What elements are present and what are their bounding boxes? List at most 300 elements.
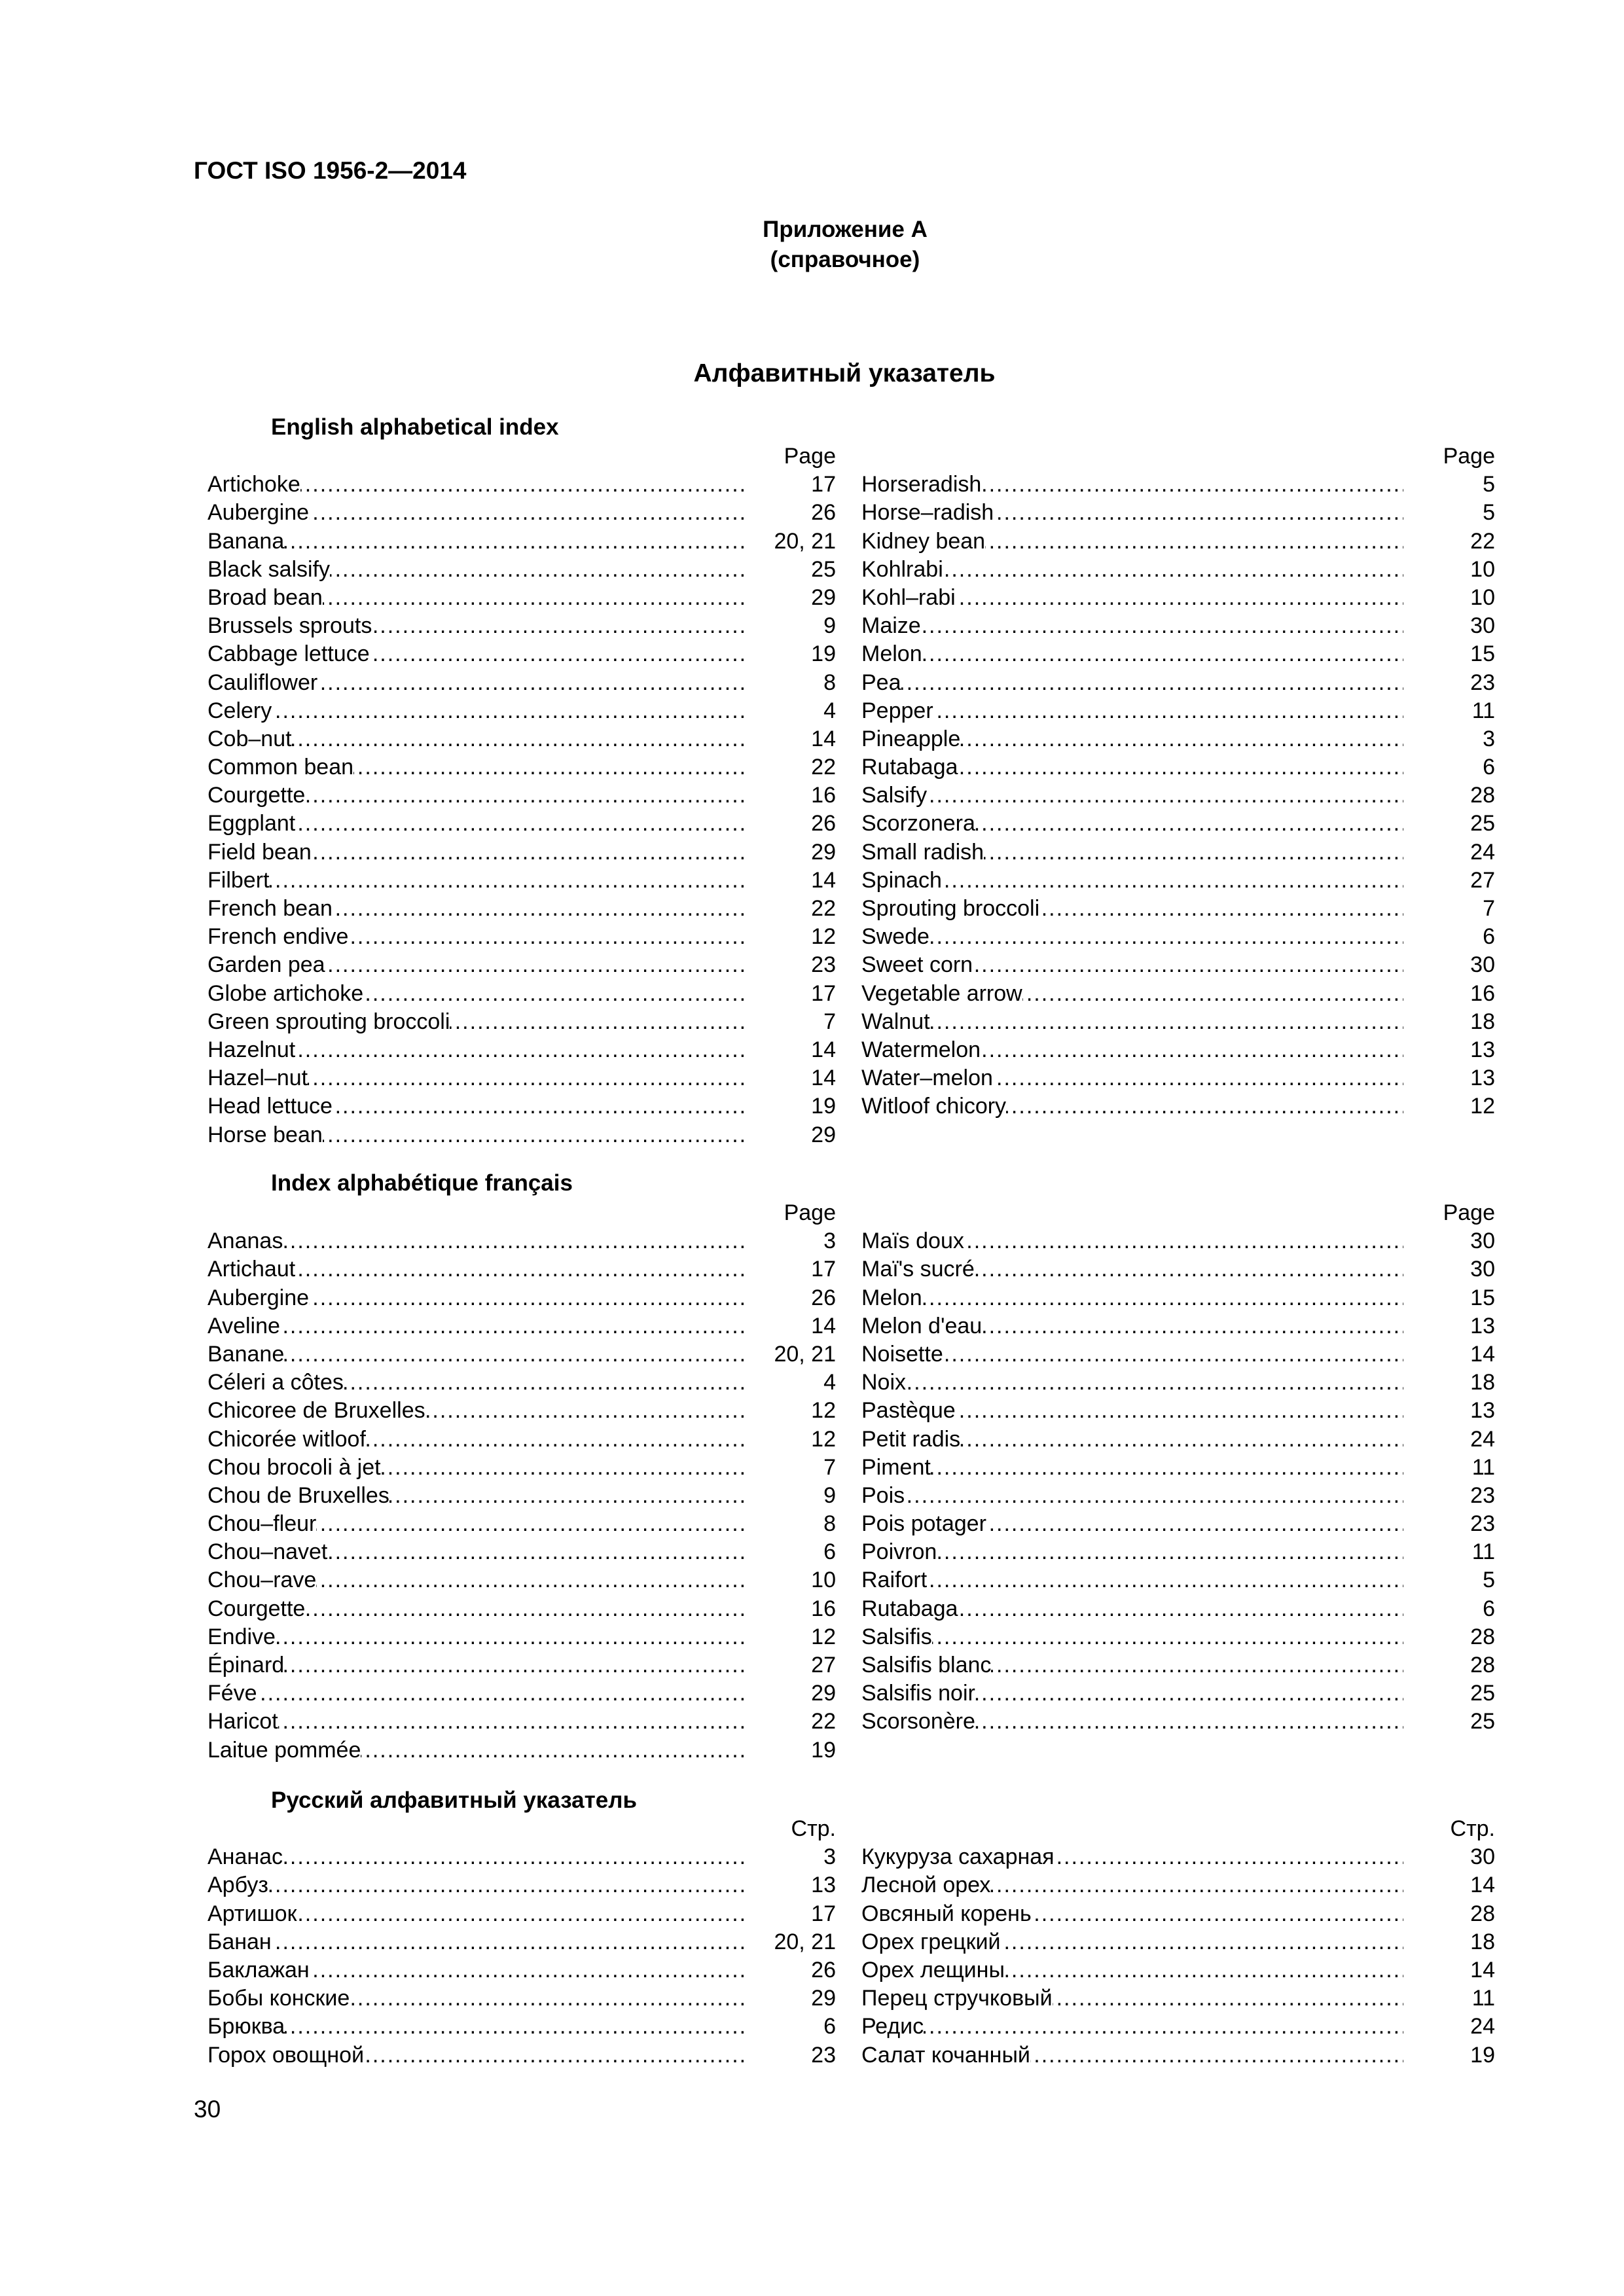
index-term-leader: [861, 1454, 1403, 1482]
index-term: Raifort: [861, 1568, 928, 1593]
index-page-number: 10: [1470, 556, 1495, 582]
index-term-leader: [861, 895, 1403, 923]
index-page-number: 13: [811, 1873, 836, 1898]
index-term-leader: [861, 1426, 1403, 1454]
index-term: Орех лещины: [861, 1957, 1005, 1982]
index-page-number: 11: [1471, 1539, 1495, 1565]
index-term: Rutabaga: [861, 755, 958, 780]
index-entry: [208, 2013, 836, 2041]
index-term: Swede: [861, 924, 929, 950]
index-page-number: 29: [811, 1122, 836, 1147]
index-term-leader: [861, 528, 1403, 556]
index-term-leader: [861, 584, 1403, 612]
index-page-number: 14: [811, 1066, 836, 1091]
index-term-leader: [861, 1397, 1403, 1425]
index-term-leader: [208, 640, 744, 668]
index-entry: [208, 1510, 836, 1538]
index-term: Chou de Bruxelles: [208, 1482, 389, 1508]
index-term-leader: [208, 1064, 744, 1092]
index-page-number: 16: [1470, 980, 1495, 1006]
english-index-right-column: [861, 442, 1495, 1121]
index-page-number: 30: [1470, 1257, 1495, 1282]
index-entry: [208, 471, 836, 499]
page-column-header: Page: [1443, 444, 1495, 469]
index-term-leader: [208, 1482, 744, 1510]
index-term: Vegetable arrow: [861, 980, 1022, 1006]
index-entry: [208, 895, 836, 923]
index-page-number: 19: [811, 641, 836, 667]
index-term-leader: [861, 1255, 1403, 1283]
index-term: Witloof chicory: [861, 1094, 1007, 1119]
index-page-number: 25: [811, 556, 836, 582]
index-term-leader: [208, 1092, 744, 1121]
index-term: Kidney bean: [861, 528, 986, 554]
index-term-leader: [208, 2041, 744, 2070]
index-term-leader: [208, 1843, 744, 1871]
index-term-leader: [861, 980, 1403, 1008]
index-page-number: 22: [811, 896, 836, 921]
index-term: Hazelnut: [208, 1037, 296, 1062]
index-term: Rutabaga: [861, 1596, 958, 1621]
index-term-leader: [861, 1340, 1403, 1369]
index-entry: [208, 781, 836, 810]
index-entry: [861, 1008, 1495, 1036]
index-entry: [208, 1312, 836, 1340]
index-page-number: 30: [1470, 1844, 1495, 1870]
index-entry: [861, 2013, 1495, 2041]
index-term-leader: [208, 1121, 744, 1149]
index-term: Haricot: [208, 1709, 278, 1734]
index-entry: [208, 1984, 836, 2013]
index-page-number: 22: [1470, 528, 1495, 554]
page-column-header: Стр.: [1450, 1816, 1495, 1841]
index-term: Head lettuce: [208, 1094, 333, 1119]
russian-index-right-column: [861, 1815, 1495, 2070]
index-term-leader: [861, 1008, 1403, 1036]
index-page-number: 12: [1470, 1094, 1495, 1119]
index-entry: [861, 1482, 1495, 1510]
index-page-number: 12: [811, 1426, 836, 1452]
index-term-leader: [208, 499, 744, 527]
index-term-leader: [208, 1397, 744, 1425]
index-entry: [861, 781, 1495, 810]
index-entry: [861, 1036, 1495, 1064]
index-page-number: 3: [1483, 726, 1495, 751]
index-page-number: 14: [1470, 1341, 1495, 1367]
index-entry: [861, 1900, 1495, 1928]
index-entry: [861, 1956, 1495, 1984]
index-term: Field bean: [208, 839, 312, 865]
index-term: Редис: [861, 2014, 924, 2039]
index-page-number: 13: [1470, 1313, 1495, 1338]
index-term-leader: [861, 1928, 1403, 1956]
index-term: Broad bean: [208, 584, 323, 610]
index-entry: [861, 1871, 1495, 1899]
index-term-leader: [861, 838, 1403, 867]
index-page-number: 17: [811, 1257, 836, 1282]
index-term-leader: [861, 1092, 1403, 1121]
index-term-leader: [861, 556, 1403, 584]
index-term: Chicoree de Bruxelles: [208, 1398, 425, 1424]
index-term: Hazel–nut: [208, 1066, 308, 1091]
index-entry: [208, 951, 836, 979]
index-entry: [208, 2041, 836, 2070]
index-entry: [208, 499, 836, 527]
index-page-number: 6: [1483, 924, 1495, 950]
index-entry: [861, 612, 1495, 640]
index-term: Maïs doux: [861, 1229, 964, 1254]
index-entry: [861, 669, 1495, 697]
russian-index-left-column: [208, 1815, 836, 2070]
index-term-leader: [208, 528, 744, 556]
index-entry: [861, 725, 1495, 753]
index-entry: [861, 556, 1495, 584]
index-term-leader: [861, 810, 1403, 838]
index-term: Sweet corn: [861, 952, 973, 978]
index-term-leader: [208, 838, 744, 867]
index-entry: [208, 1538, 836, 1566]
annex-heading: [0, 215, 1624, 275]
index-term-leader: [208, 2013, 744, 2041]
index-page-number: 29: [811, 584, 836, 610]
index-entry: [861, 1092, 1495, 1121]
index-entry: [861, 1340, 1495, 1369]
index-page-number: 24: [1470, 1426, 1495, 1452]
index-page-number: 15: [1470, 1285, 1495, 1310]
index-page-number: 30: [1470, 1229, 1495, 1254]
index-term-leader: [861, 867, 1403, 895]
index-page-number: 29: [811, 839, 836, 865]
index-term-leader: [208, 753, 744, 781]
index-term: Féve: [208, 1681, 257, 1706]
index-entry: [861, 1397, 1495, 1425]
index-page-number: 8: [823, 670, 836, 695]
index-term-leader: [861, 1284, 1403, 1312]
index-term-leader: [208, 951, 744, 979]
index-term: Banana: [208, 528, 285, 554]
english-index-left-column: [208, 442, 836, 1149]
page-column-header: Page: [1443, 1200, 1495, 1225]
index-page-number: 19: [811, 1094, 836, 1119]
index-entry: [861, 1227, 1495, 1255]
index-entry: [208, 1843, 836, 1871]
index-term: Арбуз: [208, 1873, 268, 1898]
index-term: Pois potager: [861, 1511, 986, 1537]
index-term-leader: [208, 556, 744, 584]
index-page-number: 13: [1470, 1398, 1495, 1424]
index-term-leader: [208, 1510, 744, 1538]
index-term-leader: [861, 781, 1403, 810]
index-term: Piment: [861, 1454, 931, 1480]
index-term-leader: [861, 471, 1403, 499]
index-page-number: 14: [811, 1313, 836, 1338]
index-entry: [208, 1651, 836, 1679]
index-term: Horse–radish: [861, 500, 994, 526]
index-term: Scorsonère: [861, 1709, 975, 1734]
index-term-leader: [861, 697, 1403, 725]
index-term-leader: [208, 1984, 744, 2013]
index-term-leader: [861, 951, 1403, 979]
index-page-number: 29: [811, 1681, 836, 1706]
section-title-russian: Русский алфавитный указатель: [271, 1787, 638, 1813]
index-term-leader: [861, 1227, 1403, 1255]
index-term-leader: [208, 1566, 744, 1594]
index-page-number: 19: [1470, 2042, 1495, 2068]
index-term-leader: [208, 1340, 744, 1369]
index-page-number: 5: [1483, 472, 1495, 497]
index-page-number: 7: [1483, 896, 1495, 921]
index-page-number: 25: [1470, 1681, 1495, 1706]
index-term-leader: [208, 1036, 744, 1064]
index-term: Black salsify: [208, 556, 331, 582]
index-entry: [208, 1426, 836, 1454]
index-term: Cabbage lettuce: [208, 641, 370, 667]
index-page-number: 4: [823, 1370, 836, 1395]
index-page-number: 12: [811, 1624, 836, 1649]
index-page-number: 14: [811, 726, 836, 751]
index-term-leader: [208, 1679, 744, 1708]
index-term-leader: [208, 867, 744, 895]
index-term-leader: [208, 1956, 744, 1984]
index-term-leader: [208, 781, 744, 810]
index-term: Common bean: [208, 755, 354, 780]
index-entry: [861, 1538, 1495, 1566]
index-page-number: 28: [1470, 1624, 1495, 1649]
index-entry: [208, 528, 836, 556]
index-term: Лесной орех: [861, 1873, 991, 1898]
index-term: Noisette: [861, 1341, 943, 1367]
index-page-number: 11: [1471, 1454, 1495, 1480]
index-page-number: 20, 21: [774, 1929, 836, 1954]
index-page-number: 25: [1470, 811, 1495, 836]
index-term-leader: [208, 810, 744, 838]
index-entry: [861, 1426, 1495, 1454]
index-entry: [861, 1369, 1495, 1397]
index-term: Globe artichoke: [208, 980, 364, 1006]
index-term: Баклажан: [208, 1957, 310, 1982]
index-page-number: 13: [1470, 1066, 1495, 1091]
index-term: Horseradish: [861, 472, 982, 497]
index-entry: [208, 1121, 836, 1149]
index-entry: [861, 1679, 1495, 1708]
index-term-leader: [861, 1312, 1403, 1340]
index-term-leader: [208, 612, 744, 640]
section-title-french: Index alphabétique français: [271, 1170, 573, 1196]
index-term: Laitue pommée: [208, 1737, 361, 1763]
index-page-number: 30: [1470, 952, 1495, 978]
index-entry: [208, 1454, 836, 1482]
index-term: Chicorée witloof: [208, 1426, 366, 1452]
index-page-number: 25: [1470, 1709, 1495, 1734]
index-term: Spinach: [861, 867, 942, 893]
index-entry: [861, 1510, 1495, 1538]
index-page-number: 16: [811, 1596, 836, 1621]
index-term: Poivron: [861, 1539, 937, 1565]
index-term: Pois: [861, 1482, 905, 1508]
index-term-leader: [861, 1679, 1403, 1708]
index-entry: [861, 1595, 1495, 1623]
index-entry: [861, 951, 1495, 979]
index-entry: [861, 838, 1495, 867]
index-term: Бобы конские: [208, 1986, 350, 2011]
index-term-leader: [861, 1651, 1403, 1679]
index-term-leader: [861, 923, 1403, 951]
index-page-number: 23: [1470, 1511, 1495, 1537]
index-entry: [861, 1312, 1495, 1340]
index-page-number: 17: [811, 980, 836, 1006]
index-entry: [208, 1679, 836, 1708]
index-term: Watermelon: [861, 1037, 981, 1062]
index-term: Кукуруза сахарная: [861, 1844, 1055, 1870]
index-term: Chou brocoli à jet: [208, 1454, 381, 1480]
index-page-number: 10: [811, 1568, 836, 1593]
index-term: Salsifis noir: [861, 1681, 975, 1706]
index-term: Pineapple: [861, 726, 961, 751]
index-term-leader: [861, 1900, 1403, 1928]
index-entry: [208, 1255, 836, 1283]
french-index-left-column: [208, 1199, 836, 1765]
index-entry: [208, 1928, 836, 1956]
index-term: Courgette: [208, 1596, 306, 1621]
index-term-leader: [208, 1736, 744, 1765]
index-page-number: 18: [1470, 1370, 1495, 1395]
index-term-leader: [861, 1623, 1403, 1651]
index-entry: [861, 640, 1495, 668]
index-term: Banane: [208, 1341, 285, 1367]
index-term: Pea: [861, 670, 901, 695]
index-term-leader: [208, 1871, 744, 1899]
index-page-number: 20, 21: [774, 528, 836, 554]
index-entry: [861, 1708, 1495, 1736]
index-term-leader: [208, 1284, 744, 1312]
index-term: Melon d'eau: [861, 1313, 983, 1338]
index-page-number: 13: [1470, 1037, 1495, 1062]
annex-subtitle: (справочное): [770, 247, 920, 272]
index-page-number: 20, 21: [774, 1341, 836, 1367]
index-term: Scorzonera: [861, 811, 975, 836]
index-page-number: 23: [1470, 670, 1495, 695]
index-entry: [861, 471, 1495, 499]
index-entry: [208, 1956, 836, 1984]
index-page-number: 23: [811, 952, 836, 978]
index-term: Chou–fleur: [208, 1511, 317, 1537]
index-page-number: 5: [1483, 1568, 1495, 1593]
index-page-number: 30: [1470, 613, 1495, 639]
index-entry: [208, 923, 836, 951]
index-page-number: 18: [1470, 1009, 1495, 1034]
index-entry: [208, 697, 836, 725]
index-term-leader: [861, 1510, 1403, 1538]
index-term-leader: [861, 1036, 1403, 1064]
index-entry: [861, 697, 1495, 725]
index-term: Ananas: [208, 1229, 283, 1254]
index-term-leader: [861, 1984, 1403, 2013]
french-index-right-column: [861, 1199, 1495, 1736]
index-term: Перец стручковый: [861, 1986, 1053, 2011]
page-column-header: Page: [784, 444, 836, 469]
index-entry: [208, 1227, 836, 1255]
index-term-leader: [861, 1566, 1403, 1594]
index-page-number: 8: [823, 1511, 836, 1537]
index-entry: [861, 1984, 1495, 2013]
index-entry: [861, 499, 1495, 527]
index-page-number: 14: [811, 867, 836, 893]
index-entry: [208, 1566, 836, 1594]
index-term-leader: [861, 1708, 1403, 1736]
index-term-leader: [208, 697, 744, 725]
index-entry: [208, 612, 836, 640]
index-term-leader: [208, 1623, 744, 1651]
index-term: Брюква: [208, 2014, 285, 2039]
index-page-number: 14: [1470, 1873, 1495, 1898]
page-number: 30: [194, 2096, 221, 2123]
index-term: Aubergine: [208, 500, 310, 526]
index-entry: [861, 1566, 1495, 1594]
index-term: Artichaut: [208, 1257, 296, 1282]
index-entry: [208, 867, 836, 895]
index-entry: [208, 1036, 836, 1064]
index-term-leader: [861, 1482, 1403, 1510]
index-term: Walnut: [861, 1009, 930, 1034]
index-page-number: 5: [1483, 500, 1495, 526]
index-entry: [208, 1708, 836, 1736]
index-term-leader: [861, 1843, 1403, 1871]
index-term: Pepper: [861, 698, 933, 723]
index-term-leader: [861, 499, 1403, 527]
index-page-number: 28: [1470, 1901, 1495, 1926]
index-term-leader: [208, 1538, 744, 1566]
index-term: Овсяный корень: [861, 1901, 1032, 1926]
index-title: Алфавитный указатель: [693, 359, 996, 387]
index-term-leader: [861, 1595, 1403, 1623]
index-page-number: 14: [811, 1037, 836, 1062]
index-term: French bean: [208, 896, 333, 921]
index-term: Céleri a côtes: [208, 1370, 344, 1395]
index-entry: [208, 584, 836, 612]
index-term: Salsifis blanc: [861, 1653, 992, 1677]
index-entry: [208, 1482, 836, 1510]
index-term-leader: [208, 1008, 744, 1036]
index-page-number: 28: [1470, 783, 1495, 808]
index-entry: [861, 923, 1495, 951]
index-page-number: 29: [811, 1986, 836, 2011]
index-page-number: 24: [1470, 2014, 1495, 2039]
index-term-leader: [861, 612, 1403, 640]
index-page-number: 7: [823, 1454, 836, 1480]
index-term-leader: [861, 1064, 1403, 1092]
index-page-number: 4: [823, 698, 836, 723]
index-page-number: 10: [1470, 584, 1495, 610]
index-term-leader: [861, 1369, 1403, 1397]
index-term: Chou–rave: [208, 1568, 317, 1593]
index-entry: [208, 1871, 836, 1899]
index-entry: [208, 1736, 836, 1765]
index-term: Горох овощной: [208, 2042, 365, 2068]
index-entry: [861, 980, 1495, 1008]
index-page-number: 6: [1483, 1596, 1495, 1621]
index-page-number: 6: [1483, 755, 1495, 780]
index-term: Melon: [861, 641, 922, 667]
section-title-english: English alphabetical index: [271, 414, 559, 440]
index-term: Melon: [861, 1285, 922, 1310]
index-term: Maize: [861, 613, 921, 639]
index-page-number: 12: [811, 1398, 836, 1424]
index-term: Endive: [208, 1624, 276, 1649]
index-term-leader: [861, 753, 1403, 781]
index-page-number: 18: [1470, 1929, 1495, 1954]
index-page-number: 23: [811, 2042, 836, 2068]
page-column-header: Page: [784, 1200, 836, 1225]
